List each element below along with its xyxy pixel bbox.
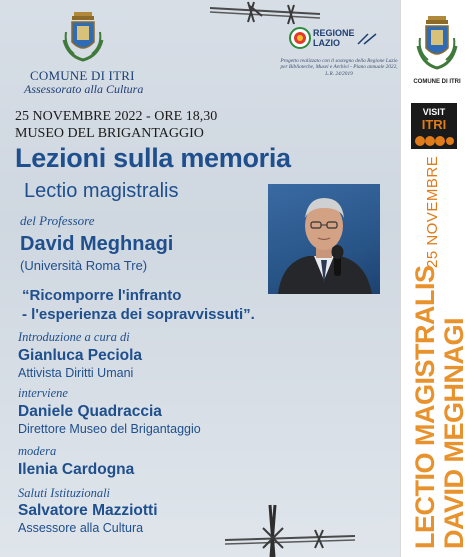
talk-title-line1: “Ricomporre l'infranto [22,287,182,304]
program-person-name: Ilenia Cardogna [18,461,135,478]
region-name: REGIONE LAZIO [313,28,355,48]
regione-lazio-logo-icon [289,27,311,49]
program-person-desc: Attivista Diritti Umani [18,366,134,380]
sidebar-vertical-date: 25 NOVEMBRE [424,155,441,268]
talk-title-line2: - l'esperienza dei sopravvissuti”. [22,306,255,323]
program-person-desc: Assessore alla Cultura [18,521,144,535]
program-role: interviene [18,386,68,400]
visit-itri-mark-icon [414,135,454,147]
program-person-name: Salvatore Mazziotti [18,502,158,519]
speaker-label: del Professore [20,213,95,228]
visit-itri-logo [411,103,457,149]
program-person-name: Gianluca Peciola [18,347,143,364]
visit-word: VISIT [422,107,446,117]
event-date-time: 25 NOVEMBRE 2022 - ORE 18,30 [15,109,218,124]
program-role: Introduzione a cura di [18,330,130,344]
sidebar-vertical-line1: LECTIO MAGISTRALIS [410,265,440,549]
barbed-wire-bottom [225,500,355,557]
comune-office: Assessorato alla Cultura [24,82,144,96]
speaker-name: David Meghnagi [20,233,174,255]
program-role: Saluti Istituzionali [18,486,111,500]
comune-name: COMUNE DI ITRI [30,68,135,83]
program-person-desc: Direttore Museo del Brigantaggio [18,422,201,436]
speaker-photo [268,184,380,294]
event-subtitle: Lectio magistralis [24,180,179,202]
program-role: modera [18,444,57,458]
comune-crest-icon [60,10,106,66]
itri-word: ITRI [421,117,447,132]
event-title: Lezioni sulla memoria [15,143,291,173]
region-note: Progetto realizzato con il sostegno della Regione Lazio per Biblioteche, Musei e Archivi - Piano annuale 2022, L.R. 24/2019 [280,58,398,77]
sidebar-city-name: COMUNE DI ITRI [413,79,461,85]
event-place: MUSEO DEL BRIGANTAGGIO [15,126,204,141]
barbed-wire-top [210,0,320,30]
sidebar-crest-icon [414,14,460,76]
program-person-name: Daniele Quadraccia [18,403,162,420]
sidebar-vertical-line2: DAVID MEGHNAGI [439,317,469,549]
speaker-affiliation: (Università Roma Tre) [20,258,148,273]
